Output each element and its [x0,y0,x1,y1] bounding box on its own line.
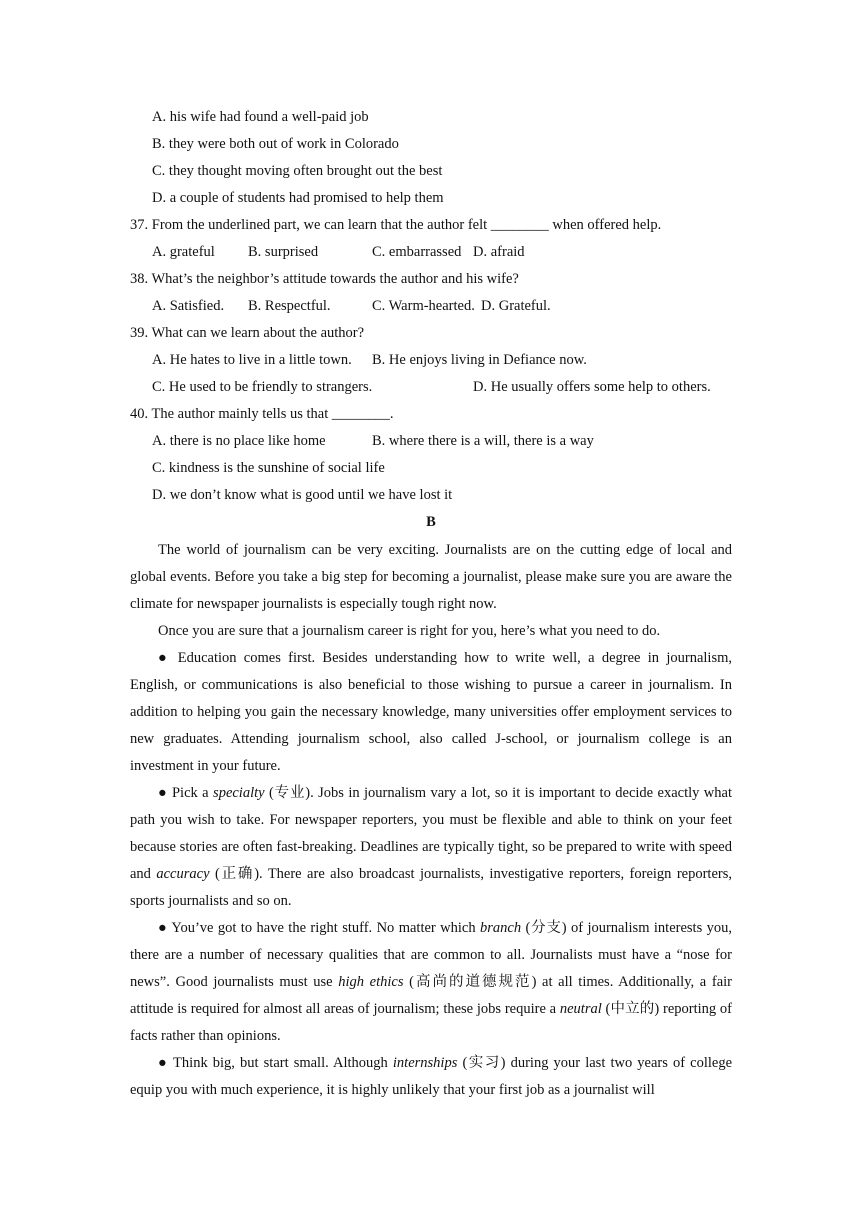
para-text: (正确). There are also broadcast journalists, investigative reporters, foreign reporters, sports journalists and so on. [130,866,732,910]
passage-paragraph-1: The world of journalism can be very exciting. Journalists are on the cutting edge of local and global events. Before you take a big step for becoming a journalist, please make sure you are aware the climate for newspaper journalists is especially tough right now. [130,542,732,613]
para-text: (专业). Jobs in journalism vary a lot, so it is important to decide exactly what path you wish to take. For newspaper reporters, you must be flexible and able to think on your feet because stories are often fast-breaking. Deadlines are typically tight, so be prepared to write with speed and [130,785,732,883]
para-text: ● Pick a [158,785,214,801]
q37-stem: 37. From the underlined part, we can learn that the author felt ________ when offered help. [130,217,662,233]
passage-title: B [426,514,436,530]
passage-paragraph-2: Once you are sure that a journalism career is right for you, here’s what you need to do. [158,623,661,639]
q39-stem: 39. What can we learn about the author? [130,325,365,341]
q37-option-b: B. surprised [248,244,319,260]
italic-term: specialty [213,785,265,801]
q36-option-c: C. they thought moving often brought out the best [152,163,443,179]
q36-option-b: B. they were both out of work in Colorado [152,136,399,152]
q39-option-b: B. He enjoys living in Defiance now. [372,352,587,368]
passage-paragraph-think-big [130,1050,732,1104]
q36-option-d: D. a couple of students had promised to help them [152,190,444,206]
q37-option-d: D. afraid [473,244,525,260]
q40-option-b: B. where there is a will, there is a way [372,433,594,449]
q38-stem: 38. What’s the neighbor’s attitude towards the author and his wife? [130,271,519,287]
italic-term: high ethics [338,974,404,991]
passage-paragraph-education: ● Education comes first. Besides understanding how to write well, a degree in journalism, English, or communications is also beneficial to those wishing to pursue a career in journalism. In addition to helping you gain the necessary knowledge, many universities offer employment services to new graduates. Attending journalism school, also called J-school, or journalism college is an investment in your future. [130,650,732,775]
passage-paragraph-specialty [130,780,732,915]
q38-option-a: A. Satisfied. [152,298,225,314]
q36-option-a: A. his wife had found a well-paid job [152,109,369,125]
italic-term: branch [480,920,522,936]
q39-option-a: A. He hates to live in a little town. [152,352,352,368]
para-text: (分支) of journalism interests you, there are a number of necessary qualities that are common to all. Journalists must have a “nose for news”. Good journalists must use [130,920,732,991]
q38-option-b: B. Respectful. [248,298,331,314]
q40-option-d: D. we don’t know what is good until we have lost it [152,487,453,503]
passage-paragraph-right-stuff [130,915,732,1050]
para-text: (高尚的道德规范) at all times. Additionally, a fair attitude is required for almost all areas of journalism; these jobs require a [130,974,732,1018]
q40-option-a: A. there is no place like home [152,433,326,449]
para-text: (中立的) reporting of facts rather than opinions. [130,1001,732,1045]
para-text: ● Think big, but start small. Although [158,1055,393,1071]
q40-option-c: C. kindness is the sunshine of social life [152,460,385,476]
q40-stem: 40. The author mainly tells us that ________. [130,406,394,422]
q37-option-c: C. embarrassed [372,244,462,260]
italic-term: accuracy [156,866,210,883]
q38-option-c: C. Warm-hearted. [372,298,475,314]
q38-option-d: D. Grateful. [481,298,551,314]
italic-term: neutral [559,1001,602,1018]
para-text: ● You’ve got to have the right stuff. No matter which [158,920,481,936]
q39-option-d: D. He usually offers some help to others. [473,379,711,395]
q37-option-a: A. grateful [152,244,215,260]
para-text: (实习) during your last two years of college equip you with much experience, it is highly unlikely that your first job as a journalist will [130,1055,733,1099]
q39-option-c: C. He used to be friendly to strangers. [152,379,373,395]
italic-term: internships [392,1055,458,1071]
